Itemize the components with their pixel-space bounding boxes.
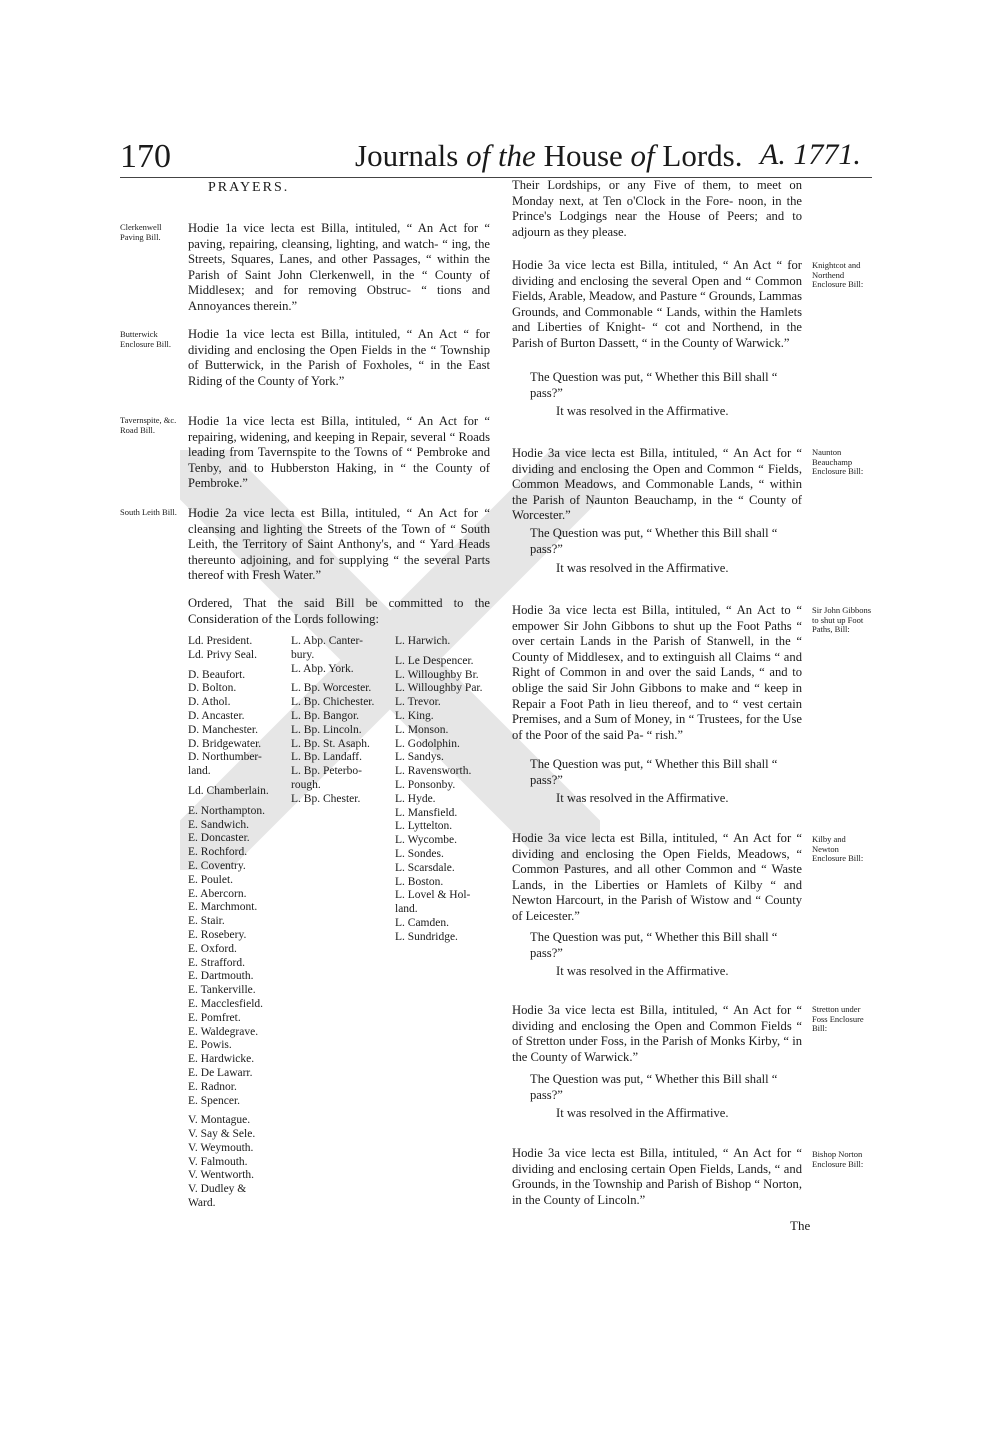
lord-name: L. Godolphin. [395, 737, 460, 750]
lord-name: V. Say & Sele. [188, 1128, 256, 1141]
lord-name: E. Rochford. [188, 846, 248, 859]
lord-name: L. Bp. Lincoln. [291, 723, 362, 736]
question-text: The Question was put, “ Whether this Bill shall “ pass?” [530, 930, 778, 960]
lord-name: V. Falmouth. [188, 1155, 248, 1168]
lord-name: D. Ancaster. [188, 709, 245, 722]
lord-name: L. Scarsdale. [395, 861, 455, 874]
lord-name: L. Abp. Canter- [291, 635, 363, 647]
lord-name: E. Hardwicke. [188, 1053, 255, 1066]
lord-name: L. Harwich. [395, 635, 451, 647]
page-title: Journals of the House of Lords. [355, 138, 743, 173]
lord-name: D. Athol. [188, 696, 231, 709]
lord-name: Ld. Privy Seal. [188, 648, 257, 661]
lord-name: L. Trevor. [395, 696, 441, 709]
section-heading: PRAYERS. [208, 180, 290, 195]
lord-name: L. Ravensworth. [395, 765, 472, 778]
resolution-text: It was resolved in the Affirmative. [556, 791, 729, 805]
bill-paragraph: Hodie 3a vice lecta est Billa, intituled, “ An Act to “ empower Sir John Gibbons to shut up the Foot Paths “ over certain Lands in the Parish of Stanwell, in the “ County of Middlesex, and to extinguish all Claims “ and Right of Common in and over the said Lands, “ and to oblige the said Sir John Gibbons to make and “ keep in Repair a Foot Path in lieu thereof, and to “ vest certain Premises, and a Sum of Money, in “ Trustees, for the Use of the Poor of the said Pa- “ rish.” [512, 603, 802, 742]
lord-name: V. Wentworth. [188, 1169, 255, 1182]
lord-name: V. Weymouth. [188, 1141, 254, 1154]
lord-name: L. Sundridge. [395, 930, 458, 943]
lord-name: E. Oxford. [188, 942, 237, 955]
bill-paragraph: Hodie 1a vice lecta est Billa, intituled, “ An Act for “ repairing, widening, and keeping in Repair, several “ Roads leading from Tavernspite to the Towns of “ Pembroke and Tenby, and to Hubberston Haking, in “ the County of Pembroke.” [188, 414, 490, 491]
lord-name: Ward. [188, 1197, 216, 1210]
margin-note: Clerkenwell Paving Bill. [120, 222, 162, 242]
page-number: 170 [120, 138, 171, 175]
margin-note: Stretton under Foss Enclosure Bill: [812, 1004, 864, 1033]
lord-name: D. Bolton. [188, 682, 237, 695]
lords-column-3 [395, 635, 499, 945]
lord-name: L. Willoughby Br. [395, 668, 479, 681]
lord-name: land. [188, 765, 211, 778]
lord-name: L. Bp. Bangor. [291, 709, 360, 722]
bill-paragraph: Hodie 3a vice lecta est Billa, intituled, “ An Act for “ dividing and enclosing the Open Fields, Meadows, “ Common Pastures, and all other Common and “ Waste Lands, in the Liberties or Hamlets of Kilby “ and Newton Harcourt, in the Parish of Wistow and “ County of Leicester.” [512, 831, 802, 923]
lord-name: L. Wycombe. [395, 834, 458, 847]
lord-name: E. Rosebery. [188, 928, 247, 941]
lord-name: L. Ponsonby. [395, 778, 456, 791]
lord-name: E. Spencer. [188, 1094, 241, 1107]
lord-name: L. Lovel & Hol- [395, 889, 471, 902]
question-text: The Question was put, “ Whether this Bill shall “ pass?” [530, 526, 778, 556]
bill-paragraph: Hodie 3a vice lecta est Billa, intituled, “ An Act for “ dividing and enclosing the Open and Common Fields “ of Stretton under Foss, in the Parish of Monks Kirby, “ in the County of Warwick.” [512, 1003, 802, 1064]
lord-name: L. Bp. Chichester. [291, 696, 375, 709]
ordered-paragraph: Ordered, That the said Bill be committed to the Consideration of the Lords following: [188, 596, 490, 626]
lord-name: E. Macclesfield. [188, 997, 264, 1010]
margin-note: Butterwick Enclosure Bill. [120, 329, 171, 349]
lord-name: L. Monson. [395, 723, 449, 736]
lord-name: Ld. President. [188, 635, 253, 647]
lord-name: E. Poulet. [188, 873, 234, 886]
lord-name: E. Northampton. [188, 804, 265, 817]
lord-name: L. Bp. Worcester. [291, 682, 372, 695]
lord-name: E. Doncaster. [188, 832, 250, 845]
lord-name: Ld. Chamberlain. [188, 784, 269, 797]
lord-name: L. Le Despencer. [395, 654, 474, 667]
bill-paragraph: Hodie 3a vice lecta est Billa, intituled, “ An Act for “ dividing and enclosing certain Open Fields, Lands, “ and Grounds, in the Township and Parish of Bishop “ Norton, in the County of Lincoln.” [512, 1146, 802, 1207]
question-text: The Question was put, “ Whether this Bill shall “ pass?” [530, 1072, 778, 1102]
resolution-text: It was resolved in the Affirmative. [556, 404, 729, 418]
margin-note: Naunton Beauchamp Enclosure Bill: [812, 447, 864, 476]
margin-note: Sir John Gibbons to shut up Foot Paths, Bill: [812, 605, 872, 634]
lord-name: L. Abp. York. [291, 662, 354, 675]
margin-note: Kilby and Newton Enclosure Bill: [812, 834, 864, 863]
lord-name: D. Beaufort. [188, 668, 246, 681]
lord-name: L. Lyttelton. [395, 820, 453, 833]
lord-name: E. Coventry. [188, 859, 246, 872]
lord-name: E. Abercorn. [188, 887, 247, 900]
lord-name: E. Sandwich. [188, 818, 250, 831]
margin-note: South Leith Bill. [120, 507, 177, 517]
bill-paragraph: Hodie 2a vice lecta est Billa, intituled, “ An Act for “ cleansing and lighting the Streets of the Town of “ South Leith, the Territory of Saint Anthony's, and “ Yard Heads thereunto adjoining, and for supplying “ the several Parts thereof with Fresh Water.” [188, 506, 490, 583]
resolution-text: It was resolved in the Affirmative. [556, 1106, 729, 1120]
resolution-text: It was resolved in the Affirmative. [556, 964, 729, 978]
lord-name: D. Bridgewater. [188, 737, 262, 750]
lord-name: bury. [291, 648, 315, 661]
lord-name: L. Camden. [395, 916, 449, 929]
lord-name: L. Bp. St. Asaph. [291, 737, 370, 750]
lord-name: L. Sondes. [395, 847, 444, 860]
lord-name: E. Radnor. [188, 1080, 237, 1093]
lord-name: L. King. [395, 709, 434, 722]
lord-name: L. Bp. Landaff. [291, 751, 363, 764]
bill-paragraph: Hodie 1a vice lecta est Billa, intituled, “ An Act for “ paving, repairing, cleansing, lighting, and watch- “ ing, the Streets, Squares, Lanes, and other Passages, “ within the Parish of Saint John Clerkenwell, in the “ County of Middlesex; and for removing Obstruc- “ tions and Annoyances therein.” [188, 221, 490, 313]
lord-name: E. Powis. [188, 1039, 232, 1052]
meeting-paragraph: Their Lordships, or any Five of them, to meet on Monday next, at Ten o'Clock in the Fore- noon, in the Prince's Lodgings near the House of Peers; and to adjourn as they please. [512, 178, 802, 239]
lord-name: L. Hyde. [395, 792, 436, 805]
lords-column-2 [291, 635, 395, 807]
catchword: The [790, 1218, 811, 1233]
margin-note: Bishop Norton Enclosure Bill: [812, 1149, 864, 1169]
lord-name: E. Stair. [188, 915, 225, 928]
margin-note: Knightcot and Northend Enclosure Bill: [812, 260, 864, 289]
bill-paragraph: Hodie 3a vice lecta est Billa, intituled, “ An Act “ for dividing and enclosing the several Open and “ Common Fields, Arable, Meadow, and Pasture “ Grounds, Lammas Grounds, and Commonable “ Lands, within the Hamlets and Liberties of Knight- “ cot and Northend, in the Parish of Burton Dassett, “ in the County of Warwick.” [512, 258, 802, 350]
lord-name: D. Northumber- [188, 751, 262, 764]
lord-name: L. Boston. [395, 875, 444, 888]
resolution-text: It was resolved in the Affirmative. [556, 561, 729, 575]
lord-name: D. Manchester. [188, 723, 258, 736]
question-text: The Question was put, “ Whether this Bill shall “ pass?” [530, 757, 778, 787]
lord-name: V. Dudley & [188, 1183, 247, 1196]
bill-paragraph: Hodie 1a vice lecta est Billa, intituled, “ An Act “ for dividing and enclosing the Open Fields in the “ Township of Butterwick, in the Parish of Foxholes, “ in the East Riding of the County of York.” [188, 327, 490, 388]
lord-name: land. [395, 903, 418, 916]
bill-paragraph: Hodie 3a vice lecta est Billa, intituled, “ An Act for “ dividing and enclosing the Open and Common “ Fields, Common Meadows, and Commonable Lands, “ within the Parish of Naunton Beauchamp, in the “ County of Worcester.” [512, 446, 802, 523]
lord-name: E. Dartmouth. [188, 970, 254, 983]
lord-name: L. Bp. Peterbo- [291, 765, 362, 778]
lord-name: E. Marchmont. [188, 901, 258, 914]
lord-name: L. Mansfield. [395, 806, 458, 819]
lord-name: L. Bp. Chester. [291, 792, 361, 805]
lord-name: rough. [291, 778, 321, 791]
question-text: The Question was put, “ Whether this Bill shall “ pass?” [530, 370, 778, 400]
lords-column-1 [188, 635, 292, 1211]
lord-name: E. Waldegrave. [188, 1025, 259, 1038]
margin-note: Tavernspite, &c. Road Bill. [120, 415, 177, 435]
lord-name: E. De Lawarr. [188, 1066, 253, 1079]
page-year: A. 1771. [760, 138, 861, 171]
lord-name: L. Sandys. [395, 751, 444, 764]
lord-name: E. Pomfret. [188, 1011, 241, 1024]
lord-name: E. Tankerville. [188, 984, 256, 997]
lord-name: L. Willoughby Par. [395, 682, 483, 695]
lord-name: E. Strafford. [188, 956, 245, 969]
lord-name: V. Montague. [188, 1114, 251, 1127]
